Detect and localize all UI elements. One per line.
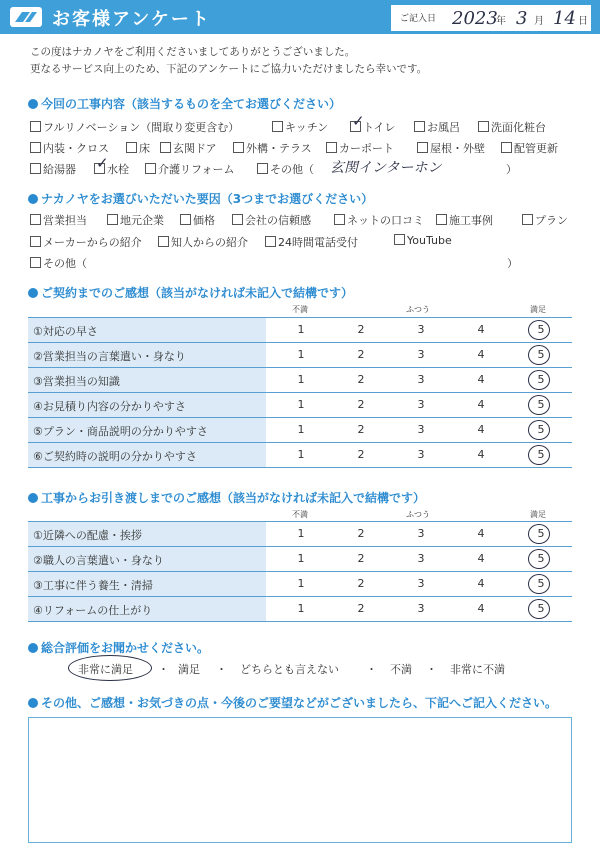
scale-mid-label: ふつう	[406, 305, 430, 314]
separator: ・	[366, 663, 377, 676]
rating-option-1[interactable]: 1	[297, 577, 305, 590]
checkbox[interactable]	[107, 214, 118, 225]
rating-option-1[interactable]: 1	[297, 373, 305, 386]
date-label: ご記入日	[400, 14, 437, 24]
grid-line	[28, 317, 572, 318]
scale-mid-label: ふつう	[406, 510, 430, 519]
rating-option-3[interactable]: 3	[417, 602, 425, 615]
option-price[interactable]: 価格	[180, 212, 215, 228]
separator: ・	[158, 663, 169, 676]
rating-option-3[interactable]: 3	[417, 552, 425, 565]
rating-label: ①対応の早さ	[33, 325, 98, 338]
overall-option-very-satisfied[interactable]: 非常に満足	[78, 663, 133, 676]
option-friend-referral[interactable]: 知人からの紹介	[158, 234, 248, 250]
grid-line	[28, 521, 572, 522]
scale-high-label: 満足	[530, 510, 546, 519]
bullet-icon	[28, 194, 38, 204]
rating-option-2[interactable]: 2	[357, 577, 365, 590]
checkbox[interactable]	[501, 142, 512, 153]
rating-option-4[interactable]: 4	[477, 323, 485, 336]
bullet-icon	[28, 99, 38, 109]
date-year[interactable]: 2023	[452, 8, 498, 29]
option-toilet[interactable]: ✓ トイレ	[352, 112, 396, 134]
checkbox[interactable]	[180, 214, 191, 225]
rating-option-1[interactable]: 1	[297, 423, 305, 436]
rating-label: ⑥ご契約時の説明の分かりやすさ	[33, 450, 197, 463]
date-day-unit: 日	[578, 16, 588, 27]
checkbox[interactable]	[233, 142, 244, 153]
other-handwritten-text[interactable]: 玄関インターホン	[330, 160, 442, 176]
section-reason-title: ナカノヤをお選びいただいた要因（3つまでお選びください）	[28, 190, 373, 207]
grid-line	[28, 392, 572, 393]
grid-line	[28, 417, 572, 418]
check-mark-icon: ✓	[352, 112, 365, 130]
overall-option-neutral[interactable]: どちらとも言えない	[240, 663, 339, 676]
selected-circle-mark	[528, 524, 550, 544]
option-bath[interactable]: お風呂	[414, 119, 460, 135]
check-mark-icon: ✓	[96, 154, 109, 172]
rating-label: ①近隣への配慮・挨拶	[33, 529, 142, 542]
selected-circle-mark	[528, 420, 550, 440]
rating-label: ③営業担当の知識	[33, 375, 120, 388]
bullet-icon	[28, 288, 38, 298]
rating-option-3[interactable]: 3	[417, 373, 425, 386]
checkbox[interactable]	[394, 234, 405, 245]
option-youtube[interactable]: YouTube	[394, 234, 452, 247]
selected-circle-mark	[528, 370, 550, 390]
checkbox[interactable]	[232, 214, 243, 225]
checkbox[interactable]	[160, 142, 171, 153]
rating-option-2[interactable]: 2	[357, 527, 365, 540]
rating-option-5[interactable]: 5	[537, 423, 545, 436]
bullet-icon	[28, 643, 38, 653]
date-year-unit: 年	[496, 16, 506, 27]
section-contract-title: ご契約までのご感想（該当がなければ未記入で結構です）	[28, 284, 353, 301]
scale-low-label: 不満	[292, 510, 308, 519]
rating-option-4[interactable]: 4	[477, 423, 485, 436]
option-local-company[interactable]: 地元企業	[107, 212, 164, 228]
rating-option-5[interactable]: 5	[537, 577, 545, 590]
rating-option-5[interactable]: 5	[537, 527, 545, 540]
overall-option-very-dissatisfied[interactable]: 非常に不満	[450, 663, 505, 676]
date-month-unit: 月	[534, 16, 544, 27]
rating-option-2[interactable]: 2	[357, 602, 365, 615]
rating-option-4[interactable]: 4	[477, 577, 485, 590]
rating-option-4[interactable]: 4	[477, 552, 485, 565]
selected-circle-mark	[528, 320, 550, 340]
rating-option-5[interactable]: 5	[537, 448, 545, 461]
section-construction-title: 今回の工事内容（該当するものを全てお選びください）	[28, 95, 341, 112]
scale-low-label: 不満	[292, 305, 308, 314]
rating-option-3[interactable]: 3	[417, 398, 425, 411]
rating-option-5[interactable]: 5	[537, 348, 545, 361]
other-reason-close-paren: ）	[507, 257, 518, 270]
rating-label: ③工事に伴う養生・清掃	[33, 579, 153, 592]
rating-option-2[interactable]: 2	[357, 323, 365, 336]
page-title: お客様アンケート	[52, 9, 211, 30]
selected-circle-mark	[528, 345, 550, 365]
rating-option-4[interactable]: 4	[477, 448, 485, 461]
option-maker-referral[interactable]: メーカーからの紹介	[30, 234, 142, 250]
section-construction-impression-title: 工事からお引き渡しまでのご感想（該当がなければ未記入で結構です）	[28, 489, 425, 506]
rating-option-1[interactable]: 1	[297, 348, 305, 361]
rating-option-3[interactable]: 3	[417, 348, 425, 361]
checkbox-checked[interactable]	[94, 154, 109, 174]
option-faucet[interactable]: ✓ 水栓	[96, 154, 129, 176]
grid-line	[28, 442, 572, 443]
option-carport[interactable]: カーポート	[326, 140, 394, 156]
section-comments-title: その他、ご感想・お気づきの点・今後のご要望などがございましたら、下記へご記入ください。	[28, 694, 557, 711]
checkbox[interactable]	[478, 121, 489, 132]
option-care-reform[interactable]: 介護リフォーム	[145, 161, 234, 177]
checkbox[interactable]	[30, 142, 41, 153]
grid-line	[28, 596, 572, 597]
checkbox[interactable]	[257, 163, 268, 174]
rating-option-3[interactable]: 3	[417, 577, 425, 590]
rating-option-3[interactable]: 3	[417, 448, 425, 461]
checkbox[interactable]	[30, 163, 41, 174]
checkbox[interactable]	[326, 142, 337, 153]
rating-option-2[interactable]: 2	[357, 552, 365, 565]
selected-circle-mark	[528, 599, 550, 619]
rating-option-5[interactable]: 5	[537, 602, 545, 615]
option-floor[interactable]: 床	[126, 140, 150, 156]
rating-option-4[interactable]: 4	[477, 373, 485, 386]
selected-circle-mark	[528, 395, 550, 415]
grid-line	[28, 571, 572, 572]
checkbox[interactable]	[30, 121, 41, 132]
rating-option-3[interactable]: 3	[417, 323, 425, 336]
checkbox[interactable]	[272, 121, 283, 132]
option-24h-phone[interactable]: 24時間電話受付	[265, 234, 358, 250]
rating-option-1[interactable]: 1	[297, 398, 305, 411]
option-water-heater[interactable]: 給湯器	[30, 161, 76, 177]
option-washbasin[interactable]: 洗面化粧台	[478, 119, 546, 135]
rating-option-2[interactable]: 2	[357, 398, 365, 411]
rating-option-5[interactable]: 5	[537, 373, 545, 386]
rating-option-3[interactable]: 3	[417, 527, 425, 540]
rating-option-4[interactable]: 4	[477, 398, 485, 411]
option-entrance-door[interactable]: 玄関ドア	[160, 140, 217, 156]
checkbox-checked[interactable]	[350, 112, 365, 132]
option-piping[interactable]: 配管更新	[501, 140, 558, 156]
checkbox[interactable]	[522, 214, 533, 225]
option-kitchen[interactable]: キッチン	[272, 119, 328, 135]
selected-circle-mark	[528, 445, 550, 465]
rating-option-2[interactable]: 2	[357, 373, 365, 386]
separator: ・	[216, 663, 227, 676]
option-other[interactable]: その他（	[257, 161, 314, 177]
rating-option-4[interactable]: 4	[477, 348, 485, 361]
rating-option-3[interactable]: 3	[417, 423, 425, 436]
rating-option-1[interactable]: 1	[297, 527, 305, 540]
rating-option-5[interactable]: 5	[537, 552, 545, 565]
rating-option-4[interactable]: 4	[477, 527, 485, 540]
separator: ・	[426, 663, 437, 676]
rating-option-4[interactable]: 4	[477, 602, 485, 615]
checkbox[interactable]	[30, 257, 41, 268]
option-case-studies[interactable]: 施工事例	[436, 212, 493, 228]
bullet-icon	[28, 698, 38, 708]
intro-line-2: 更なるサービス向上のため、下記のアンケートにご協力いただけましたら幸いです。	[30, 63, 428, 75]
checkbox[interactable]	[30, 214, 41, 225]
option-interior[interactable]: 内装・クロス	[30, 140, 109, 156]
rating-option-2[interactable]: 2	[357, 348, 365, 361]
checkbox[interactable]	[30, 236, 41, 247]
grid-line	[28, 342, 572, 343]
rating-label: ②営業担当の言葉遣い・身なり	[33, 350, 186, 363]
checkbox[interactable]	[414, 121, 425, 132]
rating-option-1[interactable]: 1	[297, 448, 305, 461]
checkbox[interactable]	[436, 214, 447, 225]
option-full-renovation[interactable]: フルリノベーション（間取り変更含む）	[30, 119, 239, 135]
grid-line	[28, 546, 572, 547]
grid-line	[28, 467, 572, 468]
option-trust[interactable]: 会社の信頼感	[232, 212, 311, 228]
selected-circle-mark	[528, 574, 550, 594]
option-roof-wall[interactable]: 屋根・外壁	[417, 140, 485, 156]
date-month[interactable]: 3	[516, 8, 528, 29]
rating-label: ②職人の言葉遣い・身なり	[33, 554, 164, 567]
rating-label: ④お見積り内容の分かりやすさ	[33, 400, 186, 413]
section-overall-title: 総合評価をお聞かせください。	[28, 639, 209, 656]
rating-option-1[interactable]: 1	[297, 323, 305, 336]
grid-line	[28, 367, 572, 368]
selected-circle-mark	[68, 655, 152, 681]
date-day[interactable]: 14	[553, 8, 576, 29]
intro-line-1: この度はナカノヤをご利用くださいましてありがとうございました。	[30, 46, 356, 58]
option-exterior-terrace[interactable]: 外構・テラス	[233, 140, 312, 156]
overall-option-dissatisfied[interactable]: 不満	[390, 663, 412, 676]
checkbox[interactable]	[334, 214, 345, 225]
rating-option-5[interactable]: 5	[537, 398, 545, 411]
rating-option-2[interactable]: 2	[357, 423, 365, 436]
grid-line	[28, 621, 572, 622]
scale-high-label: 満足	[530, 305, 546, 314]
rating-option-2[interactable]: 2	[357, 448, 365, 461]
other-close-paren: ）	[506, 163, 517, 176]
option-other-reason[interactable]: その他（	[30, 255, 87, 271]
checkbox[interactable]	[145, 163, 156, 174]
option-online-reviews[interactable]: ネットの口コミ	[334, 212, 424, 228]
selected-circle-mark	[528, 549, 550, 569]
checkbox[interactable]	[265, 236, 276, 247]
company-logo	[10, 7, 42, 27]
option-plan[interactable]: プラン	[522, 212, 568, 228]
rating-option-5[interactable]: 5	[537, 323, 545, 336]
rating-option-1[interactable]: 1	[297, 602, 305, 615]
comment-textarea[interactable]	[28, 717, 572, 843]
checkbox[interactable]	[158, 236, 169, 247]
bullet-icon	[28, 493, 38, 503]
rating-label: ④リフォームの仕上がり	[33, 604, 153, 617]
overall-option-satisfied[interactable]: 満足	[178, 663, 200, 676]
checkbox[interactable]	[417, 142, 428, 153]
option-sales-rep[interactable]: 営業担当	[30, 212, 87, 228]
rating-label: ⑤プラン・商品説明の分かりやすさ	[33, 425, 208, 438]
rating-option-1[interactable]: 1	[297, 552, 305, 565]
checkbox[interactable]	[126, 142, 137, 153]
